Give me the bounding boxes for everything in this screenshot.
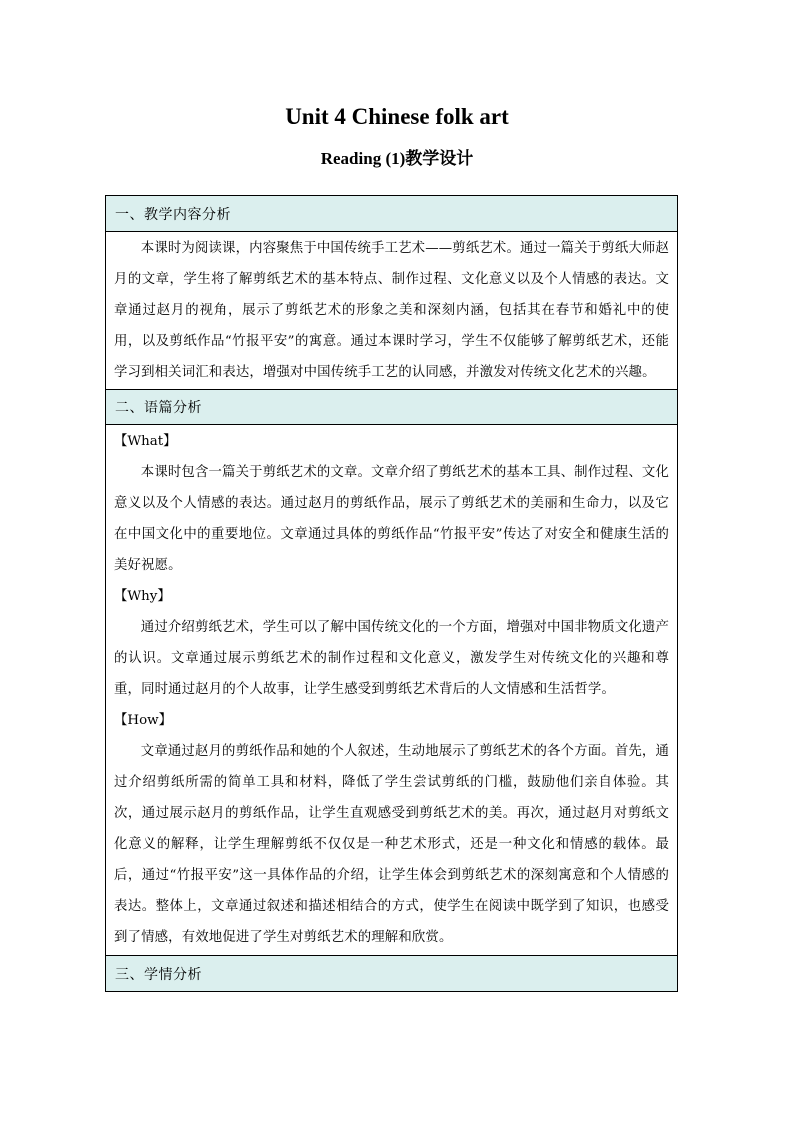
- section-header-learner-analysis: 三、学情分析: [106, 955, 677, 991]
- what-paragraph: 本课时包含一篇关于剪纸艺术的文章。文章介绍了剪纸艺术的基本工具、制作过程、文化意义以及个人情感的表达。通过赵月的剪纸作品，展示了剪纸艺术的美丽和生命力，以及它在中国文化中的重要地位。文章通过具体的剪纸作品“竹报平安”传达了对安全和健康生活的美好祝愿。: [114, 465, 669, 573]
- section-body-content-analysis: [106, 232, 677, 389]
- how-paragraph: 文章通过赵月的剪纸作品和她的个人叙述，生动地展示了剪纸艺术的各个方面。首先，通过介绍剪纸所需的简单工具和材料，降低了学生尝试剪纸的门槛，鼓励他们亲自体验。其次，通过展示赵月的剪纸作品，让学生直观感受到剪纸艺术的美。再次，通过赵月对剪纸文化意义的解释，让学生理解剪纸不仅仅是一种艺术形式，还是一种文化和情感的载体。最后，通过“竹报平安”这一具体作品的介绍，让学生体会到剪纸艺术的深刻寓意和个人情感的表达。整体上，文章通过叙述和描述相结合的方式，使学生在阅读中既学到了知识，也感受到了情感，有效地促进了学生对剪纸艺术的理解和欣赏。: [114, 744, 669, 945]
- lesson-plan-table: [105, 195, 678, 992]
- section-body-text-analysis: [106, 425, 677, 955]
- why-tag: 【Why】: [114, 589, 171, 604]
- how-tag: 【How】: [114, 713, 172, 728]
- content-analysis-paragraph: 本课时为阅读课，内容聚焦于中国传统手工艺术——剪纸艺术。通过一篇关于剪纸大师赵月的文章，学生将了解剪纸艺术的基本特点、制作过程、文化意义以及个人情感的表达。文章通过赵月的视角，展示了剪纸艺术的形象之美和深刻内涵，包括其在春节和婚礼中的使用，以及剪纸作品“竹报平安”的寓意。通过本课时学习，学生不仅能够了解剪纸艺术，还能学习到相关词汇和表达，增强对中国传统手工艺的认同感，并激发对传统文化艺术的兴趣。: [114, 241, 669, 380]
- document-subtitle: Reading (1)教学设计: [320, 149, 474, 168]
- why-paragraph: 通过介绍剪纸艺术，学生可以了解中国传统文化的一个方面，增强对中国非物质文化遗产的认识。文章通过展示剪纸艺术的制作过程和文化意义，激发学生对传统文化的兴趣和尊重，同时通过赵月的个人故事，让学生感受到剪纸艺术背后的人文情感和生活哲学。: [114, 620, 669, 697]
- section-header-text-analysis: 二、语篇分析: [106, 389, 677, 425]
- section-header-content-analysis: 一、教学内容分析: [106, 196, 677, 232]
- document-title: Unit 4 Chinese folk art: [285, 104, 509, 129]
- what-tag: 【What】: [114, 434, 177, 449]
